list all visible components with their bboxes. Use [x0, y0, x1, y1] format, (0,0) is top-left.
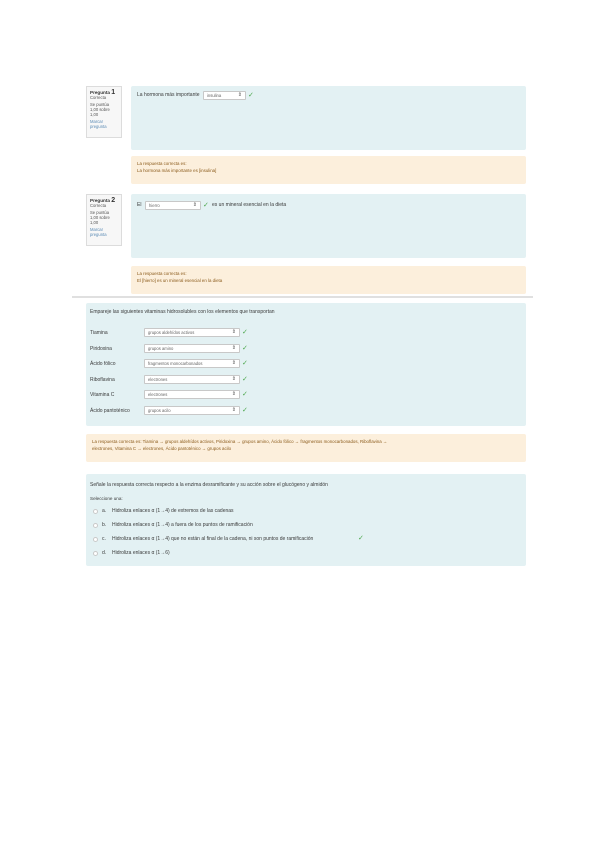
flag-question-link[interactable]: Marcar pregunta — [90, 119, 107, 129]
match-row-label: Ácido pantoténico — [90, 407, 130, 414]
question-3-panel — [86, 303, 526, 426]
question-3-prompt: Empareje las siguientes vitaminas hidrosolubles con los elementos que transportan — [90, 309, 275, 315]
radio-button[interactable] — [93, 509, 98, 514]
question-label: Pregunta — [90, 198, 110, 203]
option-letter: a. — [102, 508, 107, 514]
match-row-label: Riboflavina — [90, 376, 115, 383]
feedback-answer-part1: La respuesta correcta es: Tiamina → grupos aldehídos activos, Piridoxina → grupos amino, Ácido fólico → fragmentos monocarbonados, Riboflavina → — [92, 439, 388, 444]
question-score: Se puntúa 1,00 sobre 1,00 — [90, 210, 110, 225]
select-value: electrones — [148, 376, 168, 382]
check-icon: ✓ — [242, 329, 248, 336]
question-1-text: La hormona más importante — [137, 92, 200, 98]
chevron-updown-icon: ⇕ — [231, 406, 236, 413]
question-1-select[interactable] — [203, 91, 246, 100]
question-4-panel — [86, 474, 526, 566]
option-letter: d. — [102, 550, 107, 556]
question-number: 1 — [111, 89, 116, 96]
question-2-info — [86, 194, 122, 246]
question-3-feedback — [86, 434, 526, 462]
question-2-text: es un mineral esencial en la dieta — [212, 202, 287, 208]
match-row-select[interactable] — [144, 328, 240, 337]
check-icon: ✓ — [242, 391, 248, 398]
chevron-updown-icon: ⇕ — [237, 92, 242, 98]
question-4-prompt: Señale la respuesta correcta respecto a la enzima desramificante y su acción sobre el glucógeno y almidón — [90, 482, 328, 488]
check-icon: ✓ — [358, 535, 364, 542]
question-1-panel — [131, 86, 526, 150]
chevron-updown-icon: ⇕ — [231, 329, 236, 335]
match-row-select[interactable] — [144, 344, 240, 353]
question-score: Se puntúa 1,00 sobre 1,00 — [90, 102, 110, 117]
match-row-label: Ácido fólico — [90, 361, 116, 367]
question-2-panel — [131, 194, 526, 258]
question-1-feedback — [131, 156, 526, 184]
match-row-select[interactable] — [144, 390, 240, 399]
chevron-updown-icon: ⇕ — [231, 360, 236, 366]
flag-question-link[interactable]: Marcar pregunta — [90, 227, 107, 237]
match-row-select[interactable] — [144, 359, 240, 368]
chevron-updown-icon: ⇕ — [192, 202, 197, 208]
check-icon: ✓ — [242, 375, 248, 383]
question-2-feedback — [131, 266, 526, 294]
match-row-select[interactable] — [144, 406, 240, 415]
select-one-label: Seleccione una: — [90, 496, 123, 501]
select-value: grupos acilo — [148, 407, 171, 413]
option-text: Hidroliza enlaces α (1→6) — [112, 550, 170, 556]
match-row-label: Tiamina — [90, 330, 108, 336]
match-row-select[interactable] — [144, 375, 240, 384]
check-icon: ✓ — [242, 406, 248, 414]
chevron-updown-icon: ⇕ — [231, 375, 236, 382]
chevron-updown-icon: ⇕ — [231, 391, 236, 397]
question-2-prefix: El — [137, 202, 142, 208]
question-status: Correcta — [90, 203, 107, 208]
select-value: insulina — [207, 93, 222, 98]
feedback-heading: La respuesta correcta es: — [137, 271, 187, 276]
question-1-info — [86, 86, 122, 138]
check-icon: ✓ — [203, 202, 209, 209]
select-value: electrones — [148, 392, 168, 397]
question-status: Correcta — [90, 95, 107, 100]
radio-button[interactable] — [93, 551, 98, 556]
match-row-label: Vitamina C — [90, 392, 115, 398]
feedback-heading: La respuesta correcta es: — [137, 161, 187, 166]
check-icon: ✓ — [242, 360, 248, 367]
radio-button[interactable] — [93, 537, 98, 542]
option-text: Hidroliza enlaces α (1→4) a fuera de los puntos de ramificación — [112, 522, 253, 528]
feedback-answer: La hormona más importante es [insulina] — [137, 168, 217, 173]
check-icon: ✓ — [242, 344, 248, 352]
radio-button[interactable] — [93, 523, 98, 528]
feedback-answer: El [hierro] es un mineral esencial en la dieta — [137, 278, 223, 283]
question-2-select[interactable] — [145, 201, 201, 210]
chevron-updown-icon: ⇕ — [231, 344, 236, 351]
select-value: grupos amino — [148, 345, 174, 351]
select-value: fragmentos monocarbonados — [148, 361, 203, 366]
question-number: 2 — [111, 197, 116, 204]
option-text: Hidroliza enlaces α (1→4) que no están al final de la cadena, ni son puntos de ramificación — [112, 536, 314, 542]
option-letter: b. — [102, 522, 107, 528]
select-value: grupos aldehídos activos — [148, 330, 195, 335]
match-row-label: Piridoxina — [90, 345, 112, 352]
question-label: Pregunta — [90, 90, 110, 95]
feedback-answer-part2: electrones, Vitamina C → electrones, Ácido pantoténico → grupos acilo — [92, 446, 232, 451]
check-icon: ✓ — [248, 92, 254, 99]
page-separator — [72, 296, 533, 298]
option-text: Hidroliza enlaces α (1→4) de extremos de las cadenas — [112, 508, 234, 514]
select-value: hierro — [149, 203, 160, 208]
option-letter: c. — [102, 536, 106, 542]
